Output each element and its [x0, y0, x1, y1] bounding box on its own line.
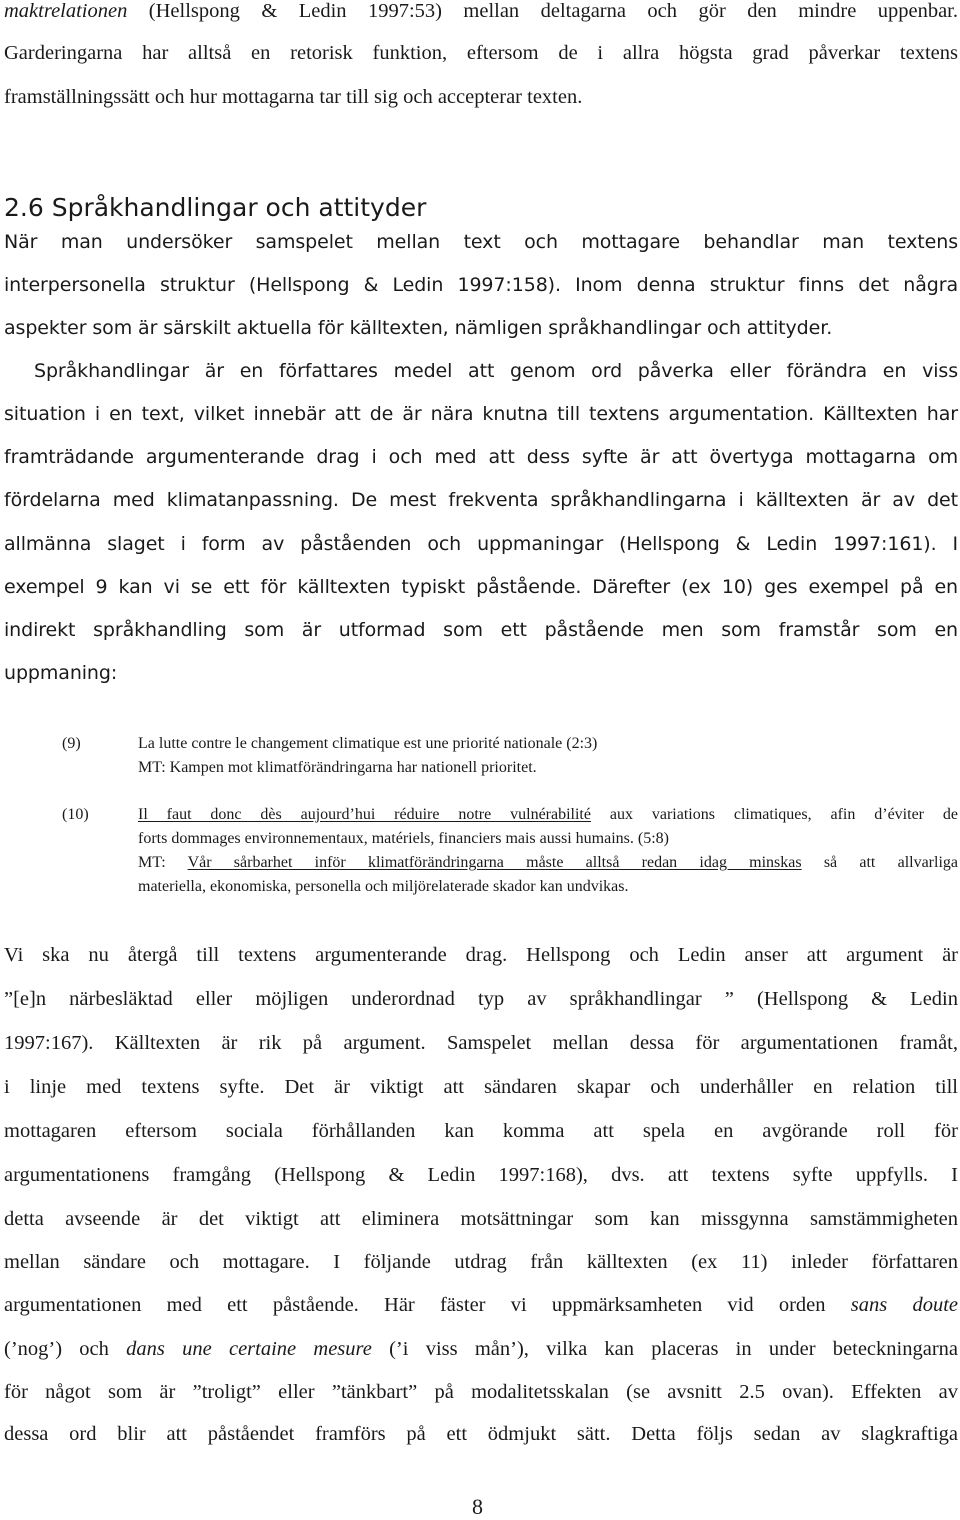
paragraph-line: mellan sändare och mottagare. I följande utdrag från källtexten (ex 11) inleder författaren [4, 1251, 958, 1273]
paragraph-line: 1997:167). Källtexten är rik på argument. Samspelet mellan dessa för argumentationen framåt, [4, 1032, 958, 1054]
paragraph-line: Vi ska nu återgå till textens argumenterande drag. Hellspong och Ledin anser att argument är [4, 944, 958, 966]
paragraph-line: uppmaning: [4, 662, 118, 684]
paragraph-line: framträdande argumenterande drag i och med att dess syfte är att övertyga mottagarna om [4, 446, 958, 468]
paragraph-line: mottagaren eftersom sociala förhållanden kan komma att spela en avgörande roll för [4, 1120, 958, 1142]
page-number: 8 [472, 1494, 483, 1519]
example-source-line: forts dommages environnementaux, matériels, financiers mais aussi humains. (5:8) [138, 830, 669, 847]
paragraph-line: argumentationens framgång (Hellspong & Ledin 1997:168), dvs. att textens syfte uppfylls. I [4, 1164, 958, 1186]
paragraph-line: fördelarna med klimatanpassning. De mest frekventa språkhandlingarna i källtexten är av det [4, 489, 958, 511]
italic-term: dans une certaine mesure [126, 1338, 372, 1360]
paragraph-line: (’nog’) och dans une certaine mesure (’i viss mån’), vilka kan placeras in under beteckningarna [4, 1338, 958, 1360]
paragraph-line: för något som är ”troligt” eller ”tänkbart” på modalitetsskalan (se avsnitt 2.5 ovan). Effekten av [4, 1381, 958, 1403]
paragraph-line: aspekter som är särskilt aktuella för källtexten, nämligen språkhandlingar och attityder. [4, 317, 833, 339]
paragraph-line: situation i en text, vilket innebär att de är nära knutna till textens argumentation. Källtexten har [4, 403, 958, 425]
example-translation-line: MT: Vår sårbarhet inför klimatförändringarna måste alltså redan idag minskas så att allvarliga [138, 854, 958, 871]
paragraph-line: dessa ord blir att påståendet framförs på ett ödmjukt sätt. Detta följs sedan av slagkraftiga [4, 1423, 958, 1445]
paragraph-line: När man undersöker samspelet mellan text och mottagare behandlar man textens [4, 231, 958, 253]
example-source-line: Il faut donc dès aujourd’hui réduire notre vulnérabilité aux variations climatiques, afin d’éviter de [138, 806, 958, 823]
example-number: (9) [62, 735, 81, 752]
paragraph-line: indirekt språkhandling som är utformad som ett påstående men som framstår som en [4, 619, 958, 641]
paragraph-line: detta avseende är det viktigt att eliminera motsättningar som kan missgynna samstämmigheten [4, 1208, 958, 1230]
paragraph-line: exempel 9 kan vi se ett för källtexten typiskt påstående. Därefter (ex 10) ges exempel på en [4, 576, 958, 598]
paragraph-line: interpersonella struktur (Hellspong & Ledin 1997:158). Inom denna struktur finns det några [4, 274, 958, 296]
example-translation-line: MT: Kampen mot klimatförändringarna har nationell prioritet. [138, 759, 537, 776]
paragraph-line: framställningssätt och hur mottagarna tar till sig och accepterar texten. [4, 86, 583, 108]
paragraph-line: Språkhandlingar är en författares medel att genom ord påverka eller förändra en viss [34, 360, 958, 382]
paragraph-line: ”[e]n närbesläktad eller möjligen underordnad typ av språkhandlingar ” (Hellspong & Ledin [4, 988, 958, 1010]
example-number: (10) [62, 806, 89, 823]
underlined-phrase: Il faut donc dès aujourd’hui réduire notre vulnérabilité [138, 806, 591, 823]
example-source-line: La lutte contre le changement climatique est une priorité nationale (2:3) [138, 735, 598, 752]
example-translation-line: materiella, ekonomiska, personella och miljörelaterade skador kan undvikas. [138, 878, 629, 895]
italic-term: maktrelationen [4, 0, 128, 22]
paragraph-line: Garderingarna har alltså en retorisk funktion, eftersom de i allra högsta grad påverkar textens [4, 42, 958, 64]
paragraph-line: allmänna slaget i form av påståenden och uppmaningar (Hellspong & Ledin 1997:161). I [4, 533, 958, 555]
paragraph-line: maktrelationen (Hellspong & Ledin 1997:53) mellan deltagarna och gör den mindre uppenbar. [4, 0, 958, 22]
italic-term: sans doute [850, 1294, 958, 1316]
paragraph-line: i linje med textens syfte. Det är viktigt att sändaren skapar och underhåller en relation till [4, 1076, 958, 1098]
section-heading: 2.6 Språkhandlingar och attityder [4, 193, 427, 222]
underlined-phrase: Vår sårbarhet inför klimatförändringarna måste alltså redan idag minskas [187, 854, 802, 871]
paragraph-line: argumentationen med ett påstående. Här fäster vi uppmärksamheten vid orden sans doute [4, 1294, 958, 1316]
